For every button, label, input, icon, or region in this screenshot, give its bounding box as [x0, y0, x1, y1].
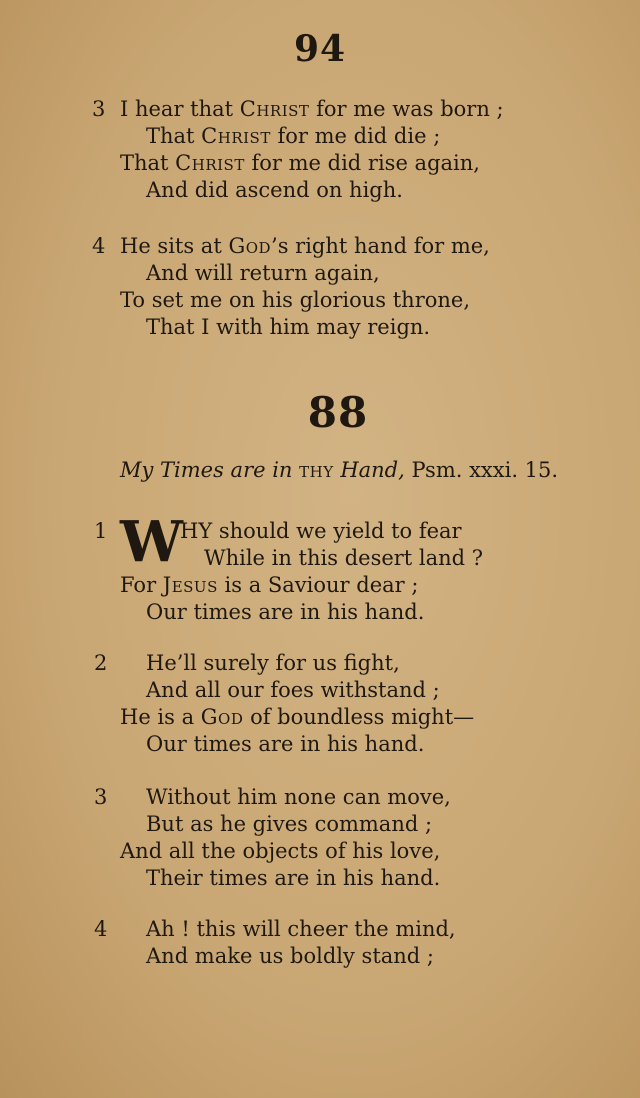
verse-line: Their times are in his hand. [146, 866, 441, 890]
verse-line: Without him none can move, [146, 785, 451, 809]
verse-number: 4 [92, 234, 106, 258]
verse-line: To set me on his glorious throne, [120, 288, 471, 312]
hymn-title: My Times are in thy Hand, Psm. xxxi. 15. [120, 458, 559, 482]
verse-line: He is a God of boundless might— [120, 705, 475, 729]
verse-line: That I with him may reign. [146, 315, 431, 339]
verse-line: HY should we yield to fear [180, 519, 462, 543]
verse-line: He’ll surely for us fight, [146, 651, 400, 675]
verse-line: But as he gives command ; [146, 812, 433, 836]
verse-number: 3 [94, 785, 108, 809]
drop-cap: W [120, 509, 183, 575]
verse-number: 2 [94, 651, 108, 675]
verse-number: 4 [94, 917, 108, 941]
verse-line: He sits at God’s right hand for me, [120, 234, 490, 258]
verse-line: Ah ! this will cheer the mind, [146, 917, 456, 941]
verse-line: I hear that Christ for me was born ; [120, 97, 504, 121]
verse-line: And will return again, [146, 261, 380, 285]
verse-line: While in this desert land ? [204, 546, 484, 570]
verse-line: Our times are in his hand. [146, 732, 425, 756]
verse-number: 1 [94, 519, 108, 543]
hymn-number: 88 [307, 388, 369, 437]
verse-line: And all the objects of his love, [120, 839, 441, 863]
verse-line: And all our foes withstand ; [146, 678, 440, 702]
page-number: 94 [293, 28, 347, 70]
verse-line: Our times are in his hand. [146, 600, 425, 624]
verse-line: And did ascend on high. [146, 178, 403, 202]
verse-line: And make us boldly stand ; [146, 944, 435, 968]
verse-line: That Christ for me did rise again, [120, 151, 480, 175]
verse-number: 3 [92, 97, 106, 121]
verse-line: For Jesus is a Saviour dear ; [120, 573, 419, 597]
verse-line: That Christ for me did die ; [146, 124, 441, 148]
